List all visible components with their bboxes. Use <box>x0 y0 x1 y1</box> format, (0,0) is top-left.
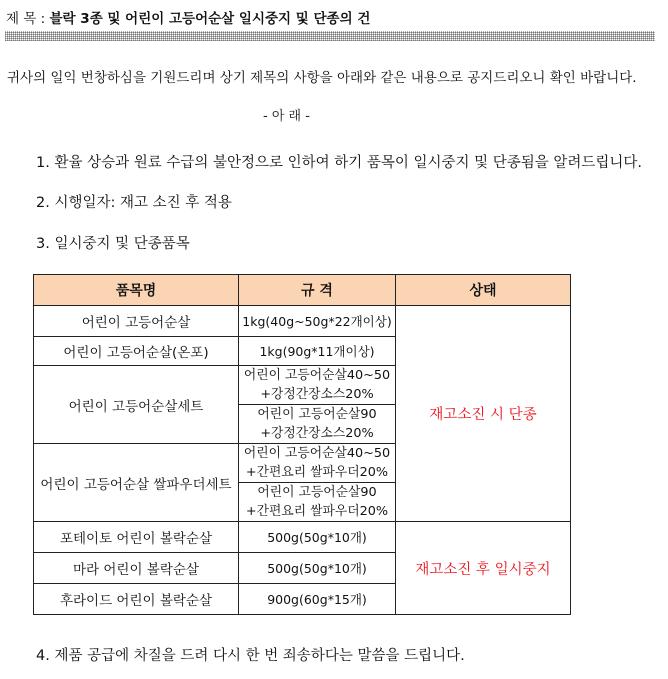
status-discontinued: 재고소진 시 단종 <box>396 306 571 522</box>
table-row <box>34 522 571 553</box>
spec-line: 어린이 고등어순살40~50 <box>243 446 391 461</box>
product-name: 어린이 고등어순살세트 <box>34 366 239 444</box>
product-spec: 900g(60g*15개) <box>239 584 396 615</box>
product-name: 포테이토 어린이 볼락순살 <box>34 522 239 553</box>
notice-item-4: 4. 제품 공급에 차질을 드려 다시 한 번 죄송하다는 말씀을 드립니다. <box>36 648 465 664</box>
product-spec: 500g(50g*10개) <box>239 553 396 584</box>
product-spec: 1kg(90g*11개이상) <box>239 337 396 366</box>
subject-label: 제 목 : <box>6 11 46 27</box>
product-table <box>33 274 571 615</box>
status-suspended: 재고소진 후 일시중지 <box>396 522 571 615</box>
document-title <box>6 7 370 27</box>
product-spec: 500g(50g*10개) <box>239 522 396 553</box>
spec-line: 어린이 고등어순살90 <box>239 482 395 502</box>
header-spec: 규 격 <box>239 275 396 306</box>
spec-line: +강정간장소스20% <box>260 426 374 441</box>
spec-line: 어린이 고등어순살90 <box>239 404 395 424</box>
product-name: 마라 어린이 볼락순살 <box>34 553 239 584</box>
product-spec: 1kg(40g~50g*22개이상) <box>239 306 396 337</box>
header-product-name: 품목명 <box>34 275 239 306</box>
table-header-row <box>34 275 571 306</box>
product-name: 어린이 고등어순살 쌀파우더세트 <box>34 444 239 522</box>
header-status: 상태 <box>396 275 571 306</box>
notice-item-3: 3. 일시중지 및 단종품목 <box>36 236 190 252</box>
notice-item-1: 1. 환율 상승과 원료 수급의 불안정으로 인하여 하기 품목이 일시중지 및 단종됨을 알려드립니다. <box>36 155 643 171</box>
product-name: 어린이 고등어순살(온포) <box>34 337 239 366</box>
product-spec <box>239 444 396 522</box>
spec-line: +강정간장소스20% <box>260 387 374 402</box>
spec-line: +간편요리 쌀파우더20% <box>245 504 389 519</box>
spec-line: +간편요리 쌀파우더20% <box>245 465 389 480</box>
notice-item-2: 2. 시행일자: 재고 소진 후 적용 <box>36 195 232 211</box>
product-name: 어린이 고등어순살 <box>34 306 239 337</box>
section-marker: - 아 래 - <box>263 109 310 124</box>
spec-line: 어린이 고등어순살40~50 <box>243 368 391 383</box>
table-row <box>34 306 571 337</box>
product-name: 후라이드 어린이 볼락순살 <box>34 584 239 615</box>
subject-text: 블락 3종 및 어린이 고등어순살 일시중지 및 단종의 건 <box>49 11 371 27</box>
greeting-text: 귀사의 일익 번창하심을 기원드리며 상기 제목의 사항을 아래와 같은 내용으로 공지드리오니 확인 바랍니다. <box>7 70 637 86</box>
title-divider <box>5 31 655 41</box>
product-spec <box>239 366 396 444</box>
